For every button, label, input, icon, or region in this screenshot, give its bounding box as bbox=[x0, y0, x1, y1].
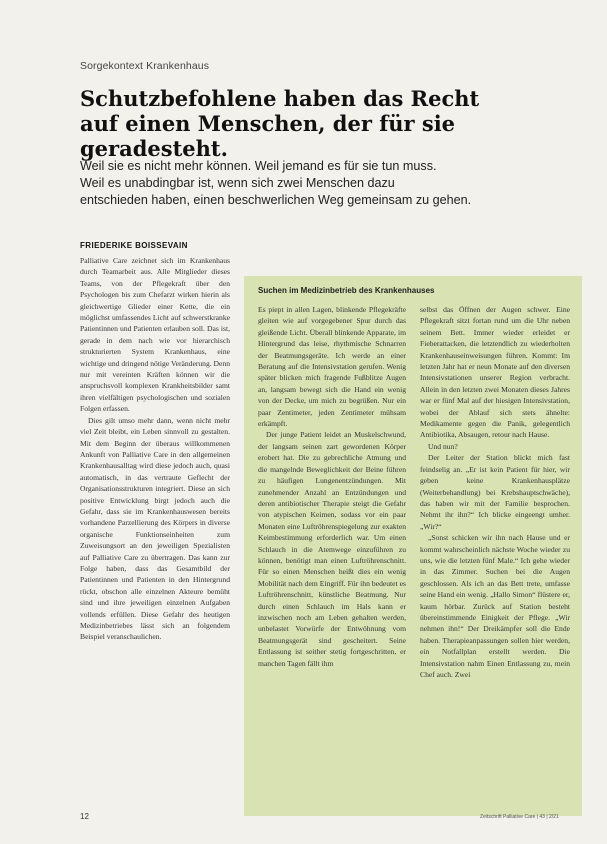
author-name: FRIEDERIKE BOISSEVAIN bbox=[80, 241, 188, 250]
box-paragraph: Und nun? bbox=[428, 441, 458, 451]
box-paragraph: Es piept in allen Lagen, blinkende Pflegekräfte gleiten wie auf vorgegebener Spur durch das gleißende Licht. Überall blinkende Apparate, im Hintergrund das leise, rhythmische Schnarren der Beatmungsgeräte. Ich werde an einer Beratung auf die Intensivstation gerufen. Wenig später blicken mich fragende Fußblitze Augen an, langsam bewegt sich die Hand ein wenig von der Decke, um mich zu begrüßen. Nur ein paar Zentimeter, jeden Zentimeter mühsam erkämpft. bbox=[258, 305, 406, 429]
intro-line-3: entschieden haben, einen beschwerlichen Weg gemeinsam zu gehen. bbox=[80, 193, 472, 207]
box-title: Suchen im Medizinbetrieb des Krankenhauses bbox=[258, 286, 435, 295]
box-column-1 bbox=[258, 304, 406, 809]
box-paragraph: Der junge Patient leidet an Muskelschwund, der langsam seinen zart gewordenen Körper erobert hat. Die zu gebrechliche Atmung und die mangelnde Beweglichkeit der Beine führen zu häufigen Lungenentzündungen. Mit zunehmender Anzahl an Entzündungen und deren antibiotischer Therapie steigt die Gefahr von atypischen Keimen, sodass vor ein paar Monaten eine Luftröhrenspiegelung zur exakten Keimbestimmung erforderlich war. Um einen Schlauch in die Atemwege einzuführen zu können, benötigt man einen Luftröhrenschnitt. Für so einen Menschen heißt dies ein wenig Mobilität nach dem Eingriff. Für ihn bedeutet es Luftröhrenschnitt, künstliche Beatmung. Nur durch einen Schlauch im Hals kann er inzwischen noch am Leben gehalten werden, unbelastet Vorwürfe der Entwöhnung vom Beatmungsgerät sind gescheitert. Seine Entlassung ist seither stetig fortgeschritten, er manchen Tagen fällt ihm bbox=[258, 430, 406, 668]
article-headline bbox=[80, 86, 590, 161]
section-kicker: Sorgekontext Krankenhaus bbox=[80, 60, 210, 72]
page-number: 12 bbox=[80, 812, 89, 821]
intro-line-1: Weil sie es nicht mehr können. Weil jemand es für sie tun muss. bbox=[80, 159, 437, 173]
box-column-2 bbox=[420, 304, 570, 809]
box-paragraph: Der Leiter der Station blickt mich fast feindselig an. „Er ist kein Patient für hier, wir geben keine Krankenhausplätze (Weiterbehandlung) bei Krebshauptschwäche), das haben wir mit der Familie besprochen. Nehmt ihr ihn?“ Ich blicke eingeengt umher. „Wir?“ bbox=[420, 453, 570, 531]
box-paragraph: „Sonst schicken wir ihn nach Hause und er kommt wahrscheinlich nächste Woche wieder zu uns, wie die letzten fünf Male.“ Ich gehe wieder in das Zimmer. Suchen bei die Augen geschlossen. Als ich an das Bett trete, umfasse seine Hand ein wenig. „Hallo Simon“ flüstere er, kaum hörbar. Zurück auf Station besteht übereinstimmende Einigkeit der Pflege. „Wir nehmen ihn!“ Der Dreikämpfer soll die Ende haben. Therapieanpassungen sollen hier werden, ein Notfallplan erstellt werden. Die Intensivstation nahm Einen Entlassung zu, mein Chef auch. Zwei bbox=[420, 533, 570, 679]
box-paragraph: selbst das Öffnen der Augen schwer. Eine Pflegekraft sitzt fortan rund um die Uhr neben seinem Bett. Immer wieder erleidet er Fieberattacken, die letztendlich zu wiederholten Krankenhauseinweisungen führen. Kommt: Im letzten Jahr hat er neun Monate auf den diversen Intensivstationen unserer Region verbracht. Allein in den letzten zwei Monaten dieses Jahres war er fünf Mal auf der hiesigen Intensivstation, wobei der Ablauf sich stets ähnelte: Medikamente gegen die Panik, gelegentlich Antibiotika, Absaugen, retour nach Hause. bbox=[420, 305, 570, 440]
body-column-left bbox=[80, 255, 230, 800]
journal-footer: Zeitschrift Palliative Care | 43 | 2/21 bbox=[480, 814, 559, 820]
article-intro bbox=[80, 158, 590, 209]
intro-line-2: Weil es unabdingbar ist, wenn sich zwei Menschen dazu bbox=[80, 176, 395, 190]
body-paragraph: Dies gilt umso mehr dann, wenn nicht mehr viel Zeit bleibt, ein Leben sinnvoll zu gestalten. Mit dem Beginn der überaus willkommenen Ankunft von Palliative Care in den allgemeinen Krankenhausalltag wird diese jedoch auch, quasi automatisch, in das vertraute Geflecht der Organisationsstrukturen integriert. Diese an sich positive Entwicklung birgt jedoch auch die Gefahr, dass sie im Krankenhauswesen bereits vorhandene Parzellierung des Körpers in diverse organische Funktionseinheiten zum Zuweisungsort an den jeweiligen Spezialisten auf Palliative Care zu übertragen. Das kann zur Folge haben, dass das Gesamtbild der Patientinnen und Patienten in den Hintergrund rückt, obschon alle einzelnen Akteure bemüht sind und ihre jeweiligen einzelnen Aufgaben vollends erfüllen. Diese Gefahr des heutigen Medizinbetriebes lässt sich an folgendem Beispiel veranschaulichen. bbox=[80, 415, 230, 642]
case-study-box bbox=[244, 276, 582, 816]
headline-line-1: Schutzbefohlene haben das Recht bbox=[80, 86, 480, 111]
headline-line-2: auf einen Menschen, der für sie geradesteht. bbox=[80, 111, 456, 161]
body-paragraph: Palliative Care zeichnet sich im Krankenhaus durch Teamarbeit aus. Alle Mitglieder dieses Teams, von der Pflegekraft über den Psychologen bis zum Chefarzt wirken hierin als gleichwertige Glieder einer Kette, die ein möglichst umfassendes Licht auf schwerstkranke Patientinnen und Patienten erlauben soll. Das ist, gerade in dem nach wie vor hierarchisch strukturierten System Krankenhaus, eine wichtige und dringend nötige Veränderung. Denn nur mit vereinten Kräften können wir die anspruchsvoll komplexen Krankheitsbilder samt ihren vielfältigen psychologischen und sozialen Folgen erfassen. bbox=[80, 256, 230, 414]
